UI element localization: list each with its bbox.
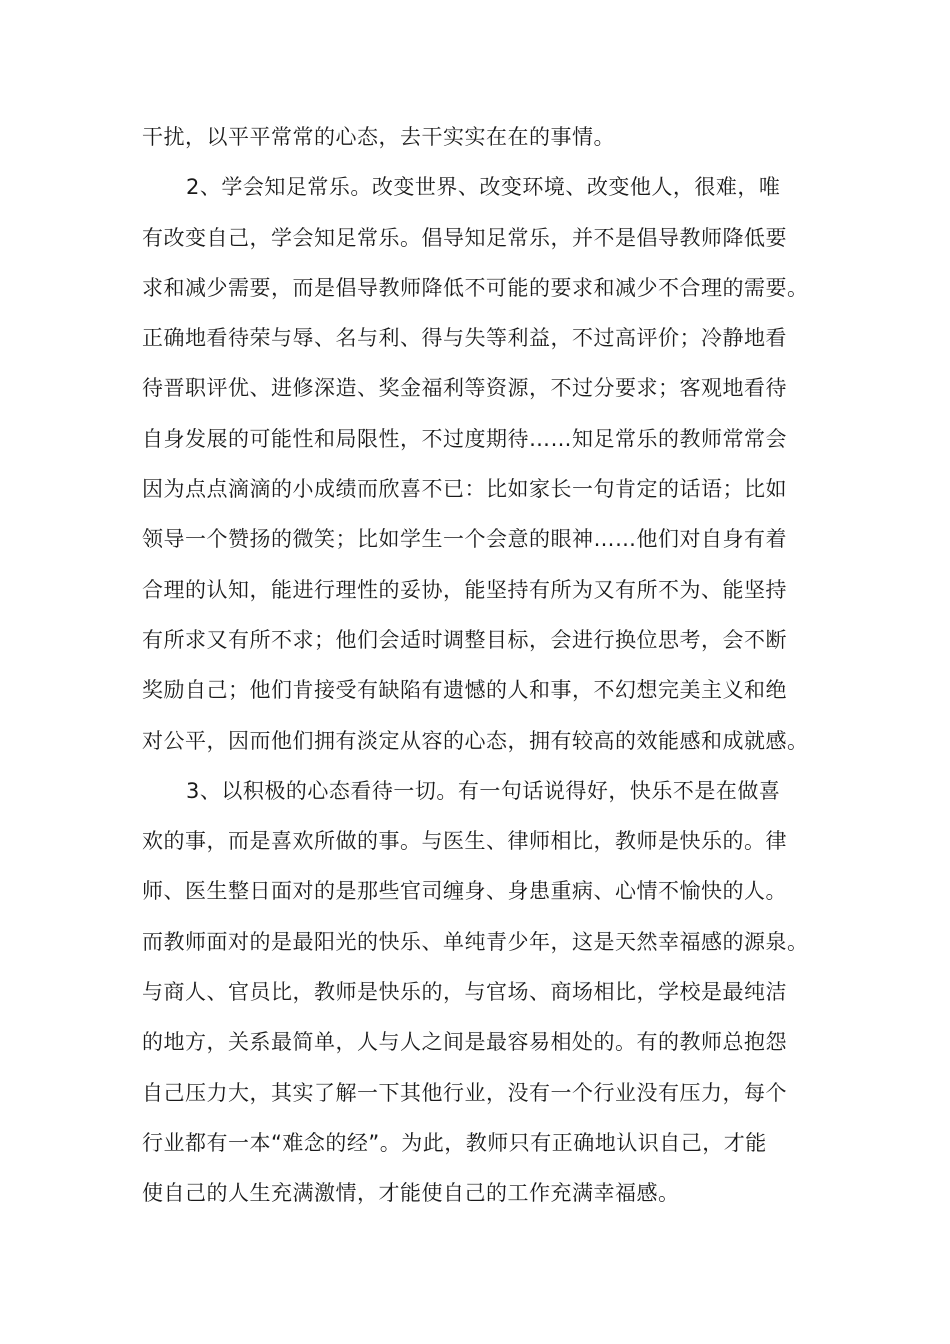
text-line: 求和减少需要，而是倡导教师降低不可能的要求和减少不合理的需要。 xyxy=(142,275,809,300)
text-line: 欢的事，而是喜欢所做的事。与医生、律师相比，教师是快乐的。律 xyxy=(142,829,787,854)
text-line: 与商人、官员比，教师是快乐的，与官场、商场相比，学校是最纯洁 xyxy=(142,980,787,1005)
text-line: 的地方，关系最简单，人与人之间是最容易相处的。有的教师总抱怨 xyxy=(142,1030,787,1055)
paragraph-continuation xyxy=(142,112,832,162)
text-line: 待晋职评优、进修深造、奖金福利等资源，不过分要求；客观地看待 xyxy=(142,376,787,401)
text-line: 领导一个赞扬的微笑；比如学生一个会意的眼神……他们对自身有着 xyxy=(142,527,787,552)
paragraph-positive-attitude xyxy=(142,766,832,1219)
text-line: 自身发展的可能性和局限性，不过度期待……知足常乐的教师常常会 xyxy=(142,426,787,451)
text-line: 对公平，因而他们拥有淡定从容的心态，拥有较高的效能感和成就感。 xyxy=(142,728,809,753)
text-line: 奖励自己；他们肯接受有缺陷有遗憾的人和事，不幻想完美主义和绝 xyxy=(142,678,787,703)
text-line: 正确地看待荣与辱、名与利、得与失等利益，不过高评价；冷静地看 xyxy=(142,326,787,351)
text-line: 行业都有一本“难念的经”。为此，教师只有正确地认识自己，才能 xyxy=(142,1130,767,1155)
body-text xyxy=(142,112,832,1219)
text-line: 而教师面对的是最阳光的快乐、单纯青少年，这是天然幸福感的源泉。 xyxy=(142,929,809,954)
text-line: 因为点点滴滴的小成绩而欣喜不已：比如家长一句肯定的话语；比如 xyxy=(142,477,787,502)
text-line: 干扰，以平平常常的心态，去干实实在在的事情。 xyxy=(142,125,615,149)
text-line: 2、学会知足常乐。改变世界、改变环境、改变他人，很难，唯 xyxy=(186,175,781,200)
text-line: 有所求又有所不求；他们会适时调整目标，会进行换位思考，会不断 xyxy=(142,627,787,652)
text-line: 3、以积极的心态看待一切。有一句话说得好，快乐不是在做喜 xyxy=(186,778,781,803)
text-line: 自己压力大，其实了解一下其他行业，没有一个行业没有压力，每个 xyxy=(142,1080,787,1105)
text-line: 合理的认知，能进行理性的妥协，能坚持有所为又有所不为、能坚持 xyxy=(142,577,787,602)
text-line: 使自己的人生充满激情，才能使自己的工作充满幸福感。 xyxy=(142,1181,680,1206)
text-line: 有改变自己，学会知足常乐。倡导知足常乐，并不是倡导教师降低要 xyxy=(142,225,787,250)
text-line: 师、医生整日面对的是那些官司缠身、身患重病、心情不愉快的人。 xyxy=(142,879,787,904)
paragraph-contentment xyxy=(142,162,832,766)
